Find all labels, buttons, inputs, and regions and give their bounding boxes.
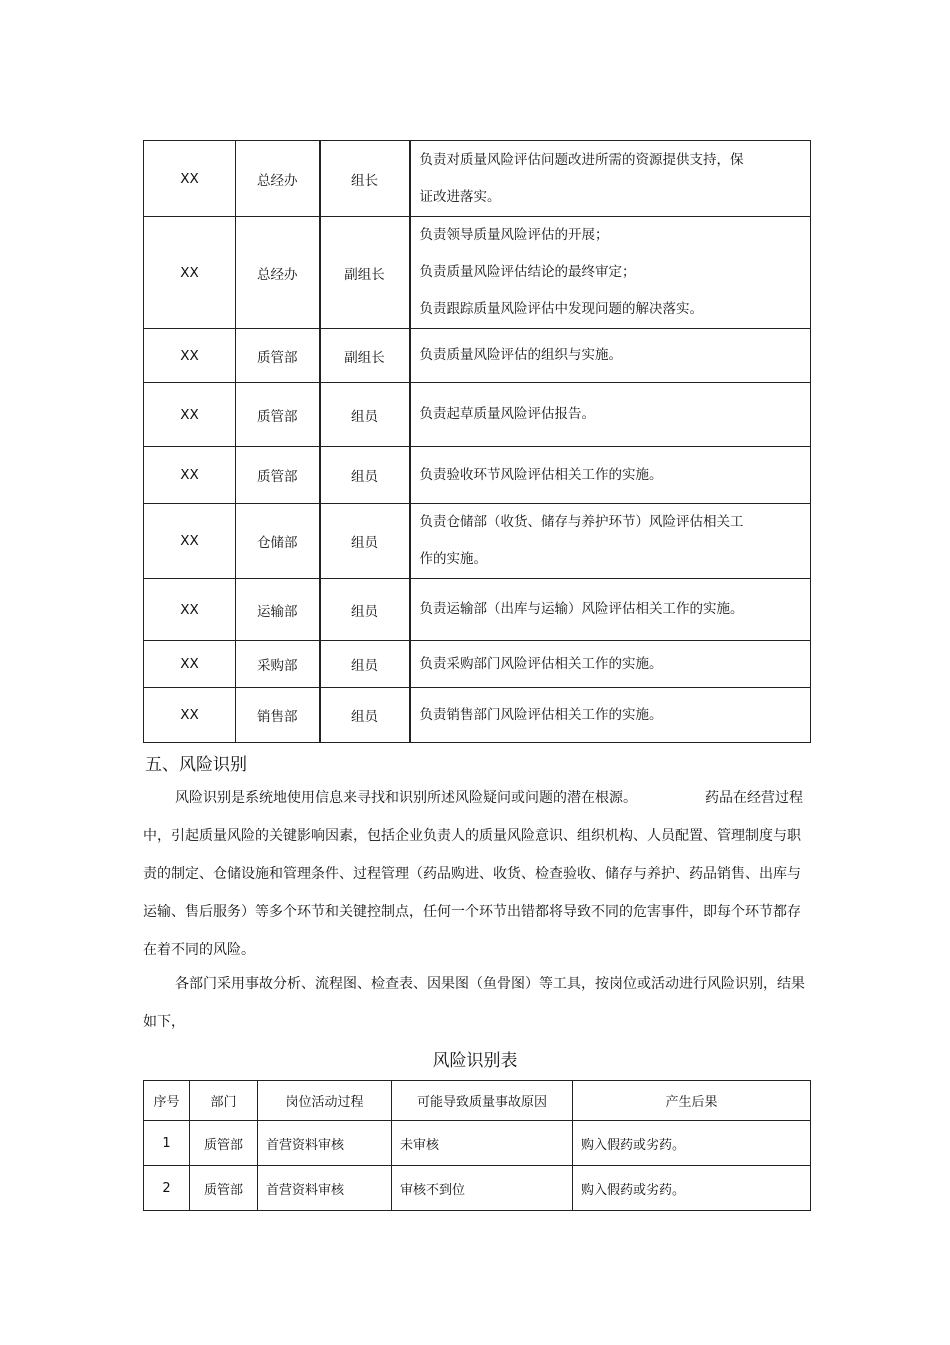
member-role: 组员 [320, 504, 410, 579]
member-role: 组员 [320, 383, 410, 447]
duty-line: 负责质量风险评估结论的最终审定； [419, 264, 636, 280]
row-activity: 首营资料审核 [258, 1121, 392, 1166]
column-header: 岗位活动过程 [258, 1081, 392, 1121]
member-role: 副组长 [320, 217, 410, 329]
member-duties [410, 688, 811, 743]
row-number: 1 [144, 1121, 190, 1166]
member-name: XX [144, 329, 236, 383]
member-duties [410, 217, 811, 329]
member-dept: 质管部 [236, 383, 320, 447]
duty-line: 负责仓储部（收货、储存与养护环节）风险评估相关工 [419, 514, 744, 530]
member-dept: 质管部 [236, 447, 320, 504]
member-dept: 质管部 [236, 329, 320, 383]
table-row [144, 141, 811, 217]
member-role: 组员 [320, 641, 410, 688]
member-role: 副组长 [320, 329, 410, 383]
column-header: 产生后果 [573, 1081, 811, 1121]
table-row [144, 329, 811, 383]
table-header-row [144, 1081, 811, 1121]
member-name: XX [144, 579, 236, 641]
row-cause: 未审核 [392, 1121, 573, 1166]
section-heading: 五、风险识别 [145, 755, 247, 775]
member-role: 组员 [320, 688, 410, 743]
table-row [144, 1166, 811, 1211]
member-name: XX [144, 641, 236, 688]
member-name: XX [144, 504, 236, 579]
member-name: XX [144, 447, 236, 504]
duty-line: 证改进落实。 [419, 188, 501, 205]
duty-line: 负责运输部（出库与运输）风险评估相关工作的实施。 [419, 601, 744, 617]
member-name: XX [144, 141, 236, 217]
row-dept: 质管部 [190, 1166, 258, 1211]
member-duties [410, 504, 811, 579]
paragraph-tools [143, 965, 813, 1041]
duty-line: 负责领导质量风险评估的开展； [419, 227, 609, 243]
row-dept: 质管部 [190, 1121, 258, 1166]
member-dept: 总经办 [236, 217, 320, 329]
table-row [144, 641, 811, 688]
table-row [144, 688, 811, 743]
member-role: 组长 [320, 141, 410, 217]
column-header: 部门 [190, 1081, 258, 1121]
member-dept: 销售部 [236, 688, 320, 743]
member-duties [410, 641, 811, 688]
risk-table-title: 风险识别表 [432, 1051, 518, 1071]
duty-line: 负责起草质量风险评估报告。 [419, 406, 595, 422]
duty-line: 负责验收环节风险评估相关工作的实施。 [419, 466, 663, 483]
duty-line: 负责采购部门风险评估相关工作的实施。 [419, 655, 663, 672]
table-row [144, 1121, 811, 1166]
paragraph-text: 药品在经营过程 [705, 790, 803, 806]
column-header: 可能导致质量事故原因 [392, 1081, 573, 1121]
row-number: 2 [144, 1166, 190, 1211]
table-row [144, 383, 811, 447]
member-name: XX [144, 688, 236, 743]
table-row [144, 447, 811, 504]
member-dept: 仓储部 [236, 504, 320, 579]
member-name: XX [144, 217, 236, 329]
member-duties [410, 447, 811, 504]
row-consequence: 购入假药或劣药。 [573, 1121, 811, 1166]
member-duties [410, 329, 811, 383]
member-name: XX [144, 383, 236, 447]
table-row [144, 579, 811, 641]
member-duties [410, 383, 811, 447]
duty-line: 负责质量风险评估的组织与实施。 [419, 347, 622, 363]
member-dept: 运输部 [236, 579, 320, 641]
paragraph-text: 风险识别是系统地使用信息来寻找和识别所述风险疑问或问题的潜在根源。 [175, 790, 637, 806]
duty-line: 负责销售部门风险评估相关工作的实施。 [419, 706, 663, 723]
duty-line: 负责跟踪质量风险评估中发现问题的解决落实。 [419, 301, 703, 317]
table-row [144, 504, 811, 579]
member-dept: 总经办 [236, 141, 320, 217]
member-duties [410, 579, 811, 641]
member-duties [410, 141, 811, 217]
duty-line: 作的实施。 [419, 551, 487, 567]
row-consequence: 购入假药或劣药。 [573, 1166, 811, 1211]
member-dept: 采购部 [236, 641, 320, 688]
paragraph-text: 各部门采用事故分析、流程图、检查表、因果图（鱼骨图）等工具，按岗位或活动进行风险识别，结果如下， [143, 976, 805, 1030]
team-responsibility-table [143, 140, 811, 743]
paragraph-text: 中，引起质量风险的关键影响因素，包括企业负责人的质量风险意识、组织机构、人员配置、管理制度与职责的制定、仓储设施和管理条件、过程管理（药品购进、收货、检查验收、储存与养护、药品销售、出库与运输、售后服务）等多个环节和关键控制点，任何一个环节出错都将导致不同的危害事件，即每个环节都存在着不同的风险。 [143, 828, 801, 958]
paragraph-risk-identification [143, 779, 813, 969]
table-row [144, 217, 811, 329]
row-activity: 首营资料审核 [258, 1166, 392, 1211]
member-role: 组员 [320, 579, 410, 641]
duty-line: 负责对质量风险评估问题改进所需的资源提供支持，保 [419, 151, 744, 168]
column-header: 序号 [144, 1081, 190, 1121]
row-cause: 审核不到位 [392, 1166, 573, 1211]
member-role: 组员 [320, 447, 410, 504]
risk-identification-table [143, 1080, 811, 1211]
